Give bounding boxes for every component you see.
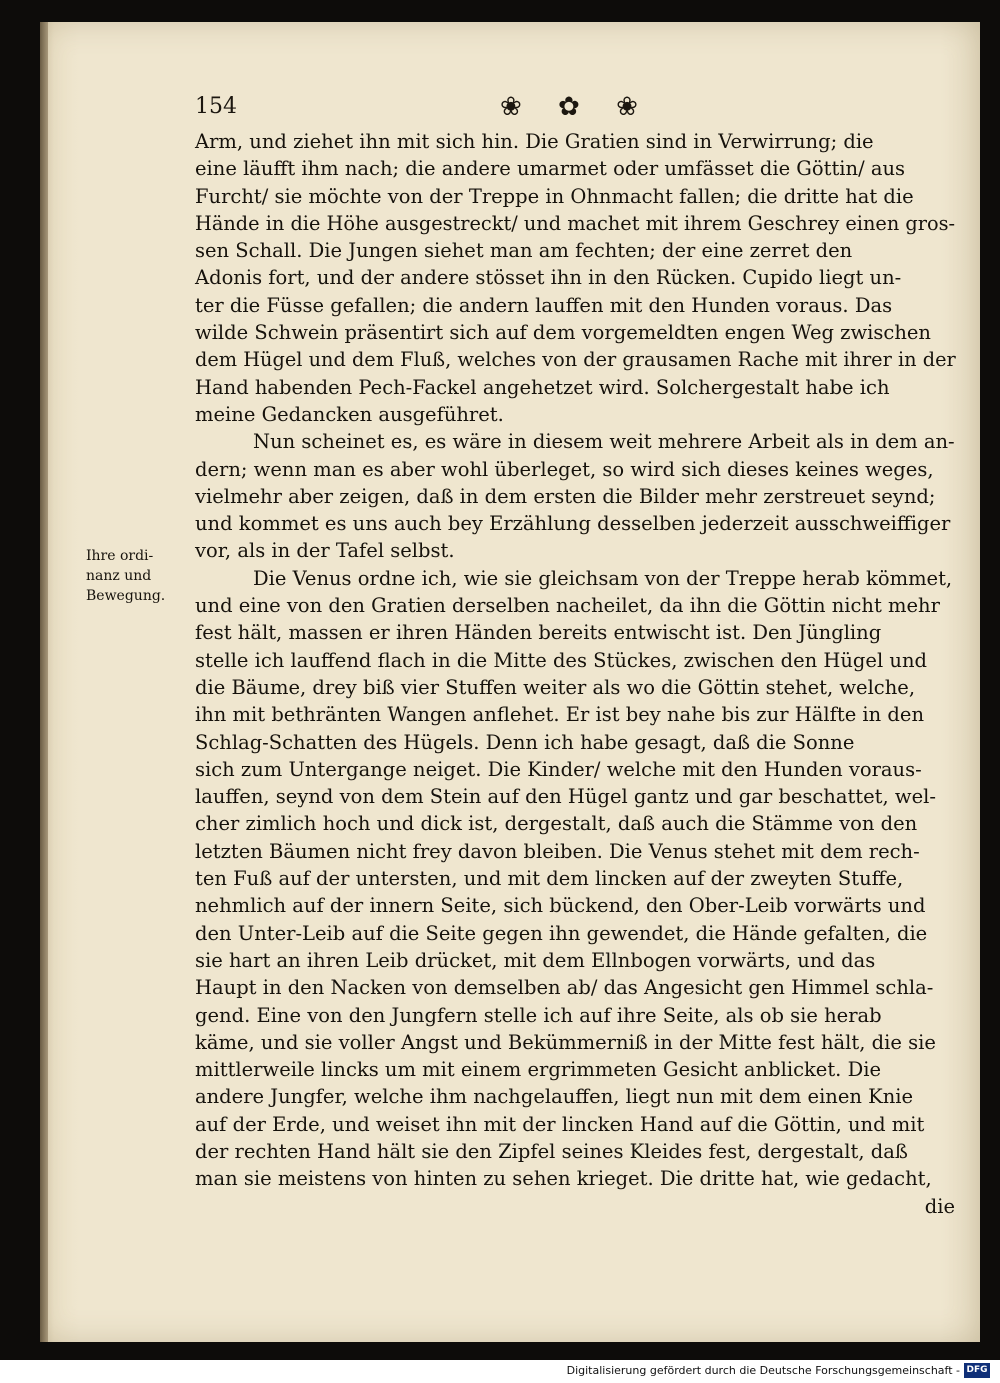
text-line: die Bäume, drey biß vier Stuffen weiter als wo die Göttin stehet, welche,: [195, 675, 916, 699]
margin-note-line: nanz und: [86, 568, 152, 584]
text-line: fest hält, massen er ihren Händen bereits entwischt ist. Den Jüngling: [195, 621, 882, 645]
text-line: cher zimlich hoch und dick ist, dergestalt, daß auch die Stämme von den: [195, 812, 918, 836]
header-ornament-icon: ❀ ✿ ❀: [500, 92, 652, 122]
text-line: käme, und sie voller Angst und Bekümmerniß in der Mitte fest hält, die sie: [195, 1030, 936, 1054]
text-line: meine Gedancken ausgeführet.: [195, 402, 504, 426]
text-line: der rechten Hand hält sie den Zipfel seines Kleides fest, dergestalt, daß: [195, 1139, 908, 1163]
book-binding-edge: [40, 22, 48, 1342]
text-line: Haupt in den Nacken von demselben ab/ das Angesicht gen Himmel schla-: [195, 976, 934, 1000]
text-line: dern; wenn man es aber wohl überleget, so wird sich dieses keines weges,: [195, 457, 934, 481]
text-line: den Unter-Leib auf die Seite gegen ihn gewendet, die Hände gefalten, die: [195, 921, 928, 945]
text-line: auf der Erde, und weiset ihn mit der lincken Hand auf die Göttin, und mit: [195, 1112, 925, 1136]
dfg-logo-icon: DFG: [964, 1363, 990, 1378]
margin-note: [86, 546, 194, 606]
page-header: [195, 92, 955, 128]
text-line: sie hart an ihren Leib drücket, mit dem Ellnbogen vorwärts, und das: [195, 948, 876, 972]
text-line: ihn mit bethränten Wangen anflehet. Er ist bey nahe bis zur Hälfte in den: [195, 703, 925, 727]
text-line: Adonis fort, und der andere stösset ihn in den Rücken. Cupido liegt un-: [195, 266, 902, 290]
text-line: gend. Eine von den Jungfern stelle ich auf ihre Seite, als ob sie herab: [195, 1003, 882, 1027]
text-line: eine läufft ihm nach; die andere umarmet oder umfässet die Göttin/ aus: [195, 157, 906, 181]
text-line: mittlerweile lincks um mit einem ergrimmeten Gesicht anblicket. Die: [195, 1058, 881, 1082]
text-line: vor, als in der Tafel selbst.: [195, 539, 455, 563]
text-line: stelle ich lauffend flach in die Mitte des Stückes, zwischen den Hügel und: [195, 648, 927, 672]
footer-strip: [0, 1360, 1000, 1383]
text-line: Die Venus ordne ich, wie sie gleichsam von der Treppe herab kömmet,: [253, 566, 953, 590]
text-line: Furcht/ sie möchte von der Treppe in Ohnmacht fallen; die dritte hat die: [195, 184, 914, 208]
text-line: und kommet es uns auch bey Erzählung desselben jederzeit ausschweiffiger: [195, 512, 951, 536]
text-line: lauffen, seynd von dem Stein auf den Hügel gantz und gar beschattet, wel-: [195, 785, 936, 809]
text-line: vielmehr aber zeigen, daß in dem ersten die Bilder mehr zerstreuet seynd;: [195, 484, 936, 508]
text-line: Schlag-Schatten des Hügels. Denn ich habe gesagt, daß die Sonne: [195, 730, 855, 754]
catchword: die: [924, 1194, 955, 1218]
text-line: letzten Bäumen nicht frey davon bleiben. Die Venus stehet mit dem rech-: [195, 839, 920, 863]
text-line: wilde Schwein präsentirt sich auf dem vorgemeldten engen Weg zwischen: [195, 321, 931, 345]
digitization-credit: Digitalisierung gefördert durch die Deutsche Forschungsgemeinschaft -: [566, 1364, 960, 1377]
text-line: Hand habenden Pech-Fackel angehetzet wird. Solchergestalt habe ich: [195, 375, 890, 399]
text-line: dem Hügel und dem Fluß, welches von der grausamen Rache mit ihrer in der: [195, 348, 956, 372]
text-line: Arm, und ziehet ihn mit sich hin. Die Gratien sind in Verwirrung; die: [195, 130, 874, 153]
margin-note-line: Ihre ordi-: [86, 548, 154, 564]
text-line: ten Fuß auf der untersten, und mit dem lincken auf der zweyten Stuffe,: [195, 867, 904, 891]
body-text: [195, 128, 955, 1220]
page-number: 154: [195, 94, 237, 119]
text-line: ter die Füsse gefallen; die andern lauffen mit den Hunden voraus. Das: [195, 293, 893, 317]
margin-note-line: Bewegung.: [86, 588, 166, 604]
text-line: sen Schall. Die Jungen siehet man am fechten; der eine zerret den: [195, 239, 853, 263]
text-line: man sie meistens von hinten zu sehen krieget. Die dritte hat, wie gedacht,: [195, 1167, 932, 1191]
text-line: nehmlich auf der innern Seite, sich bückend, den Ober-Leib vorwärts und: [195, 894, 926, 918]
text-line: sich zum Untergange neiget. Die Kinder/ welche mit den Hunden voraus-: [195, 757, 922, 781]
text-line: Nun scheinet es, es wäre in diesem weit mehrere Arbeit als in dem an-: [253, 430, 955, 454]
text-line: Hände in die Höhe ausgestreckt/ und machet mit ihrem Geschrey einen gros-: [195, 211, 956, 235]
text-line: andere Jungfer, welche ihm nachgelauffen, liegt nun mit dem einen Knie: [195, 1085, 914, 1109]
text-line: und eine von den Gratien derselben nacheilet, da ihn die Göttin nicht mehr: [195, 594, 940, 618]
